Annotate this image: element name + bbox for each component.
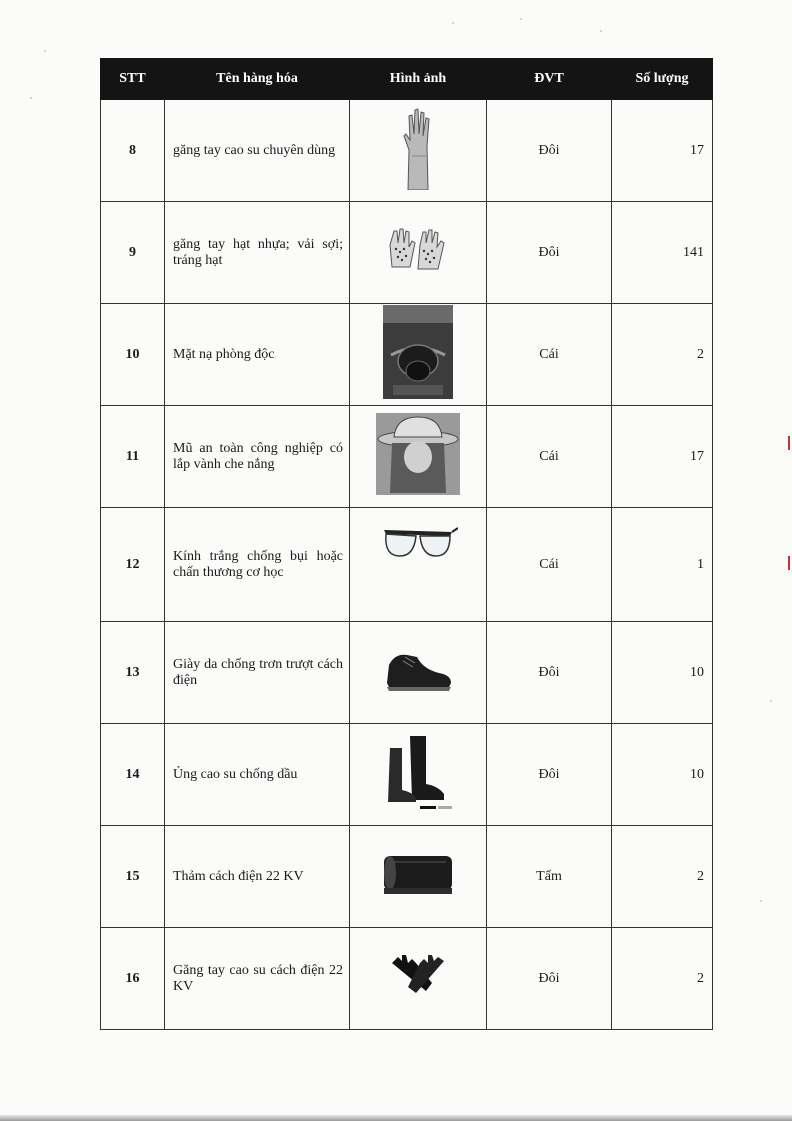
row-image: [350, 508, 487, 622]
row-item-name: Kính trắng chống bụi hoặc chấn thương cơ học: [165, 508, 350, 622]
inventory-table: [100, 58, 713, 1030]
header-unit: ĐVT: [487, 59, 612, 100]
table-row: [101, 826, 713, 928]
row-unit: Đôi: [487, 100, 612, 202]
row-item-name: Thảm cách điện 22 KV: [165, 826, 350, 928]
row-stt: 8: [101, 100, 165, 202]
scan-speck: [600, 30, 602, 32]
insulating-mat-icon: [380, 850, 456, 903]
row-unit: Đôi: [487, 622, 612, 724]
table-row: [101, 928, 713, 1030]
row-image: [350, 826, 487, 928]
header-image: Hình ảnh: [350, 59, 487, 100]
row-item-name: Giày da chống trơn trượt cách điện: [165, 622, 350, 724]
scan-speck: [760, 900, 762, 902]
safety-helmet-brim-icon: [376, 413, 460, 500]
header-stt: STT: [101, 59, 165, 100]
row-unit: Đôi: [487, 928, 612, 1030]
row-quantity: 1: [612, 508, 713, 622]
table-row: [101, 406, 713, 508]
table-row: [101, 724, 713, 826]
inventory-table-container: [100, 58, 712, 1030]
dotted-cotton-gloves-icon: [386, 227, 450, 278]
row-image: [350, 304, 487, 406]
row-stt: 15: [101, 826, 165, 928]
row-quantity: 10: [612, 622, 713, 724]
stamp-edge-mark: [772, 436, 792, 570]
rubber-glove-icon: [398, 106, 438, 195]
row-quantity: 2: [612, 928, 713, 1030]
scan-bottom-edge: [0, 1115, 792, 1121]
row-item-name: găng tay hạt nhựa; vải sợi; tráng hạt: [165, 202, 350, 304]
table-header-row: [101, 59, 713, 100]
row-unit: Đôi: [487, 724, 612, 826]
table-row: [101, 100, 713, 202]
row-image: [350, 724, 487, 826]
row-unit: Tấm: [487, 826, 612, 928]
row-stt: 10: [101, 304, 165, 406]
row-unit: Cái: [487, 406, 612, 508]
stamp-bar: [788, 556, 790, 570]
row-stt: 16: [101, 928, 165, 1030]
scan-speck: [520, 18, 522, 20]
row-quantity: 17: [612, 100, 713, 202]
row-stt: 11: [101, 406, 165, 508]
row-stt: 13: [101, 622, 165, 724]
scan-speck: [30, 97, 32, 99]
row-image: [350, 202, 487, 304]
row-image: [350, 622, 487, 724]
safety-glasses-icon: [378, 522, 458, 567]
row-unit: Cái: [487, 508, 612, 622]
scan-speck: [770, 700, 772, 702]
row-quantity: 2: [612, 826, 713, 928]
row-unit: Cái: [487, 304, 612, 406]
row-item-name: Găng tay cao su cách điện 22 KV: [165, 928, 350, 1030]
row-quantity: 141: [612, 202, 713, 304]
scan-speck: [44, 50, 46, 52]
row-item-name: Mặt nạ phòng độc: [165, 304, 350, 406]
header-item-name: Tên hàng hóa: [165, 59, 350, 100]
row-stt: 12: [101, 508, 165, 622]
row-stt: 9: [101, 202, 165, 304]
row-image: [350, 100, 487, 202]
scan-speck: [452, 22, 454, 24]
gas-mask-icon: [383, 305, 453, 404]
row-item-name: Mũ an toàn công nghiệp có lắp vành che nắng: [165, 406, 350, 508]
safety-shoe-icon: [383, 647, 453, 698]
header-quantity: Số lượng: [612, 59, 713, 100]
table-row: [101, 202, 713, 304]
row-item-name: Ủng cao su chống dầu: [165, 724, 350, 826]
row-quantity: 2: [612, 304, 713, 406]
row-quantity: 10: [612, 724, 713, 826]
rubber-boots-icon: [380, 732, 456, 817]
insulating-gloves-icon: [388, 953, 448, 1004]
row-unit: Đôi: [487, 202, 612, 304]
row-stt: 14: [101, 724, 165, 826]
table-row: [101, 508, 713, 622]
row-image: [350, 406, 487, 508]
table-row: [101, 304, 713, 406]
row-item-name: găng tay cao su chuyên dùng: [165, 100, 350, 202]
stamp-bar: [788, 436, 790, 450]
row-image: [350, 928, 487, 1030]
row-quantity: 17: [612, 406, 713, 508]
table-row: [101, 622, 713, 724]
